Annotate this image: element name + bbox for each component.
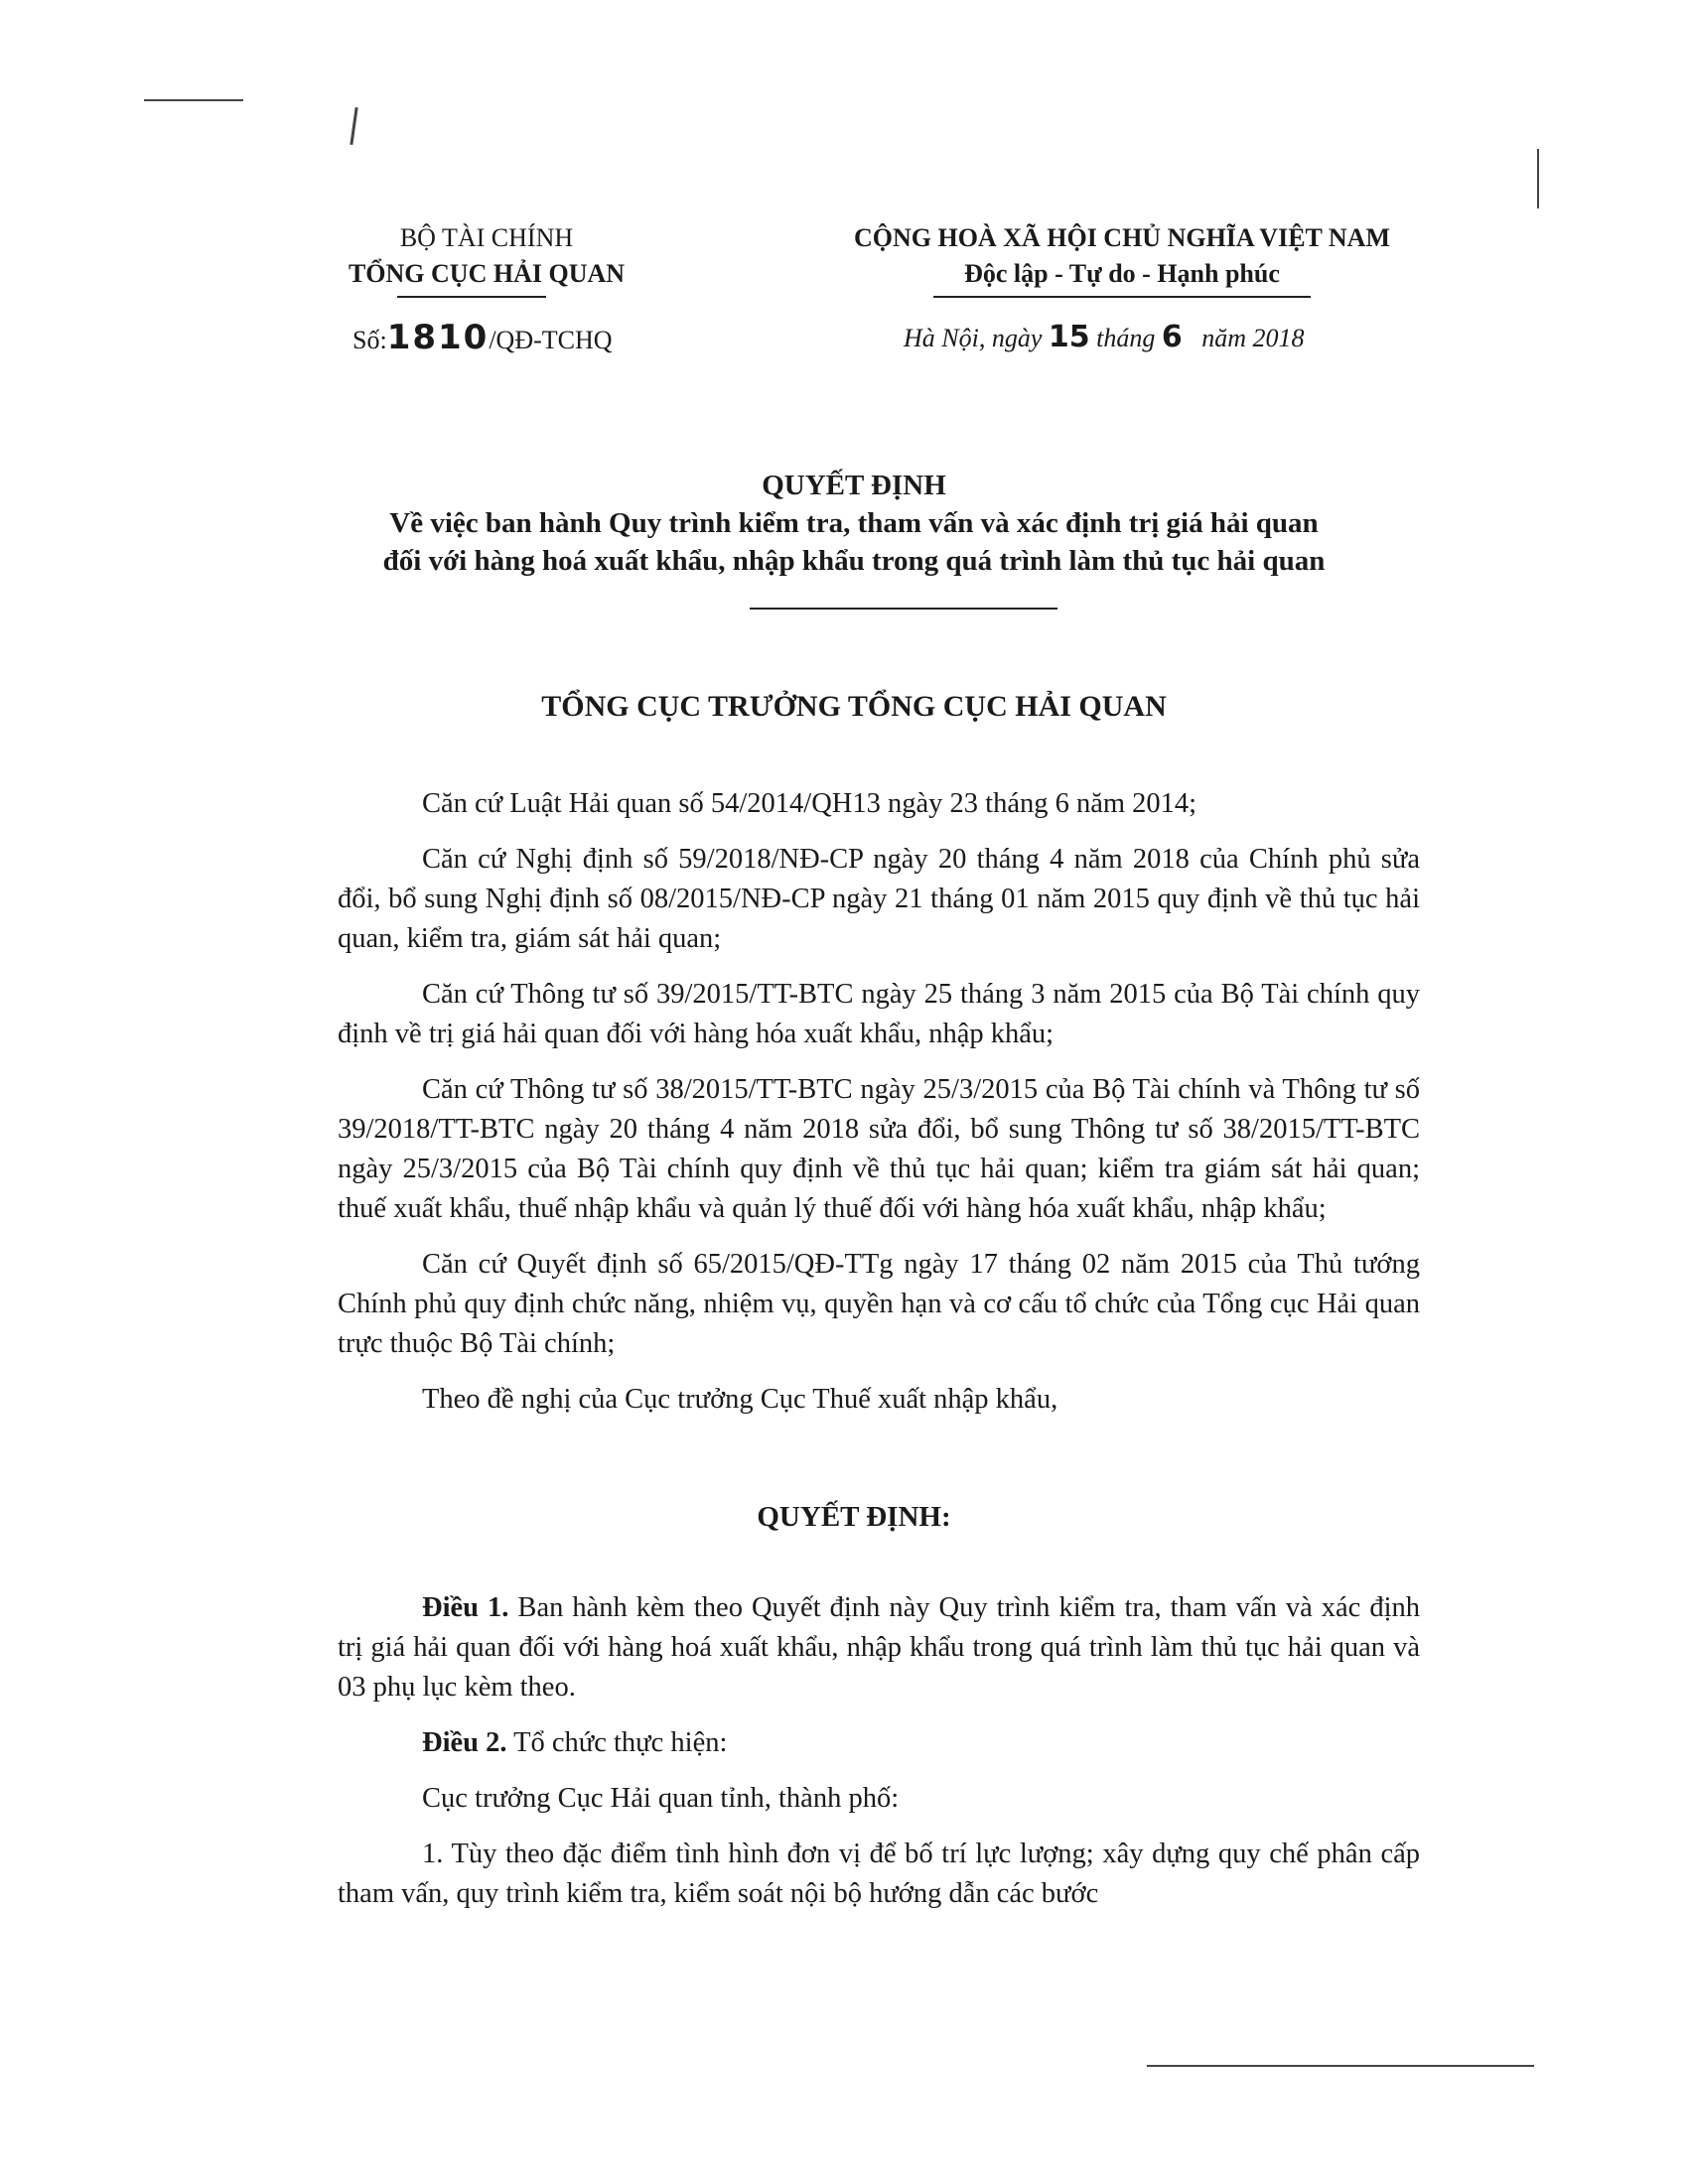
date-day: 15 <box>1048 320 1090 354</box>
title-subject-line2: đối với hàng hoá xuất khẩu, nhập khẩu trong quá trình làm thủ tục hải quan <box>382 545 1326 577</box>
article-2-label: Điều 2. <box>422 1727 507 1758</box>
authority-heading: TỔNG CỤC TRƯỞNG TỔNG CỤC HẢI QUAN <box>541 690 1167 723</box>
number-prefix: Số: <box>352 326 387 354</box>
article-1-text: Ban hành kèm theo Quyết định này Quy trình kiểm tra, tham vấn và xác định trị giá hải quan đối với hàng hoá xuất khẩu, nhập khẩu trong quá trình làm thủ tục hải quan và 03 phụ lục kèm theo. <box>338 1592 1421 1703</box>
preamble-item: Căn cứ Luật Hải quan số 54/2014/QH13 ngày 23 tháng 6 năm 2014; <box>422 788 1197 819</box>
number-suffix: /QĐ-TCHQ <box>489 326 613 354</box>
national-motto: Độc lập - Tự do - Hạnh phúc <box>964 259 1280 288</box>
issuing-authority <box>298 220 675 292</box>
date-month-label: tháng <box>1096 324 1156 352</box>
title-heading: QUYẾT ĐỊNH <box>762 470 946 501</box>
article-2 <box>338 1723 1420 1763</box>
article-2-text: Tổ chức thực hiện: <box>506 1727 728 1758</box>
preamble-item: Căn cứ Thông tư số 38/2015/TT-BTC ngày 25/3/2015 của Bộ Tài chính và Thông tư số 39/2018/TT-BTC ngày 20 tháng 4 năm 2018 sửa đổi, bổ sung Thông tư số 38/2015/TT-BTC ngày 25/3/2015 của Bộ Tài chính quy định về thủ tục hải quan; kiểm tra giám sát hải quan; thuế xuất khẩu, thuế nhập khẩu và quản lý thuế đối với hàng hóa xuất khẩu, nhập khẩu; <box>338 1074 1420 1224</box>
preamble <box>338 784 1420 1435</box>
motto-underline <box>933 296 1311 298</box>
scan-mark-bottom <box>1147 2065 1534 2067</box>
scan-mark-left-tick <box>350 107 357 145</box>
date-month: 6 <box>1161 320 1183 354</box>
scan-mark-right-edge <box>1537 149 1539 208</box>
preamble-item: Theo đề nghị của Cục trưởng Cục Thuế xuất nhập khẩu, <box>422 1384 1058 1415</box>
director-clause: Cục trưởng Cục Hải quan tỉnh, thành phố: <box>422 1783 900 1814</box>
article-1-label: Điều 1. <box>422 1592 509 1623</box>
preamble-item: Căn cứ Thông tư số 39/2015/TT-BTC ngày 25 tháng 3 năm 2015 của Bộ Tài chính quy định về trị giá hải quan đối với hàng hóa xuất khẩu, nhập khẩu; <box>338 979 1420 1049</box>
title-underline <box>750 608 1057 610</box>
department-underline <box>397 296 546 298</box>
document-title <box>298 467 1410 580</box>
document-number <box>352 318 613 357</box>
title-subject-line1: Về việc ban hành Quy trình kiểm tra, tham vấn và xác định trị giá hải quan <box>389 507 1319 539</box>
decision-heading: QUYẾT ĐỊNH: <box>757 1501 951 1533</box>
scan-mark-top-left <box>144 99 243 101</box>
ministry-name: BỘ TÀI CHÍNH <box>399 223 574 252</box>
date-year: năm 2018 <box>1201 324 1305 352</box>
clause-1: 1. Tùy theo đặc điểm tình hình đơn vị để bố trí lực lượng; xây dựng quy chế phân cấp tham vấn, quy trình kiểm tra, kiểm soát nội bộ hướng dẫn các bước <box>338 1839 1420 1909</box>
preamble-item: Căn cứ Nghị định số 59/2018/NĐ-CP ngày 20 tháng 4 năm 2018 của Chính phủ sửa đổi, bổ sung Nghị định số 08/2015/NĐ-CP ngày 21 tháng 01 năm 2015 quy định về thủ tục hải quan, kiểm tra, giám sát hải quan; <box>338 844 1420 954</box>
country-name: CỘNG HOÀ XÃ HỘI CHỦ NGHĨA VIỆT NAM <box>853 223 1391 252</box>
number-handwritten: 1810 <box>386 318 490 357</box>
department-name: TỔNG CỤC HẢI QUAN <box>348 259 626 288</box>
national-header <box>794 220 1450 292</box>
article-1 <box>338 1588 1420 1707</box>
preamble-item: Căn cứ Quyết định số 65/2015/QĐ-TTg ngày 17 tháng 02 năm 2015 của Thủ tướng Chính phủ quy định chức năng, nhiệm vụ, quyền hạn và cơ cấu tổ chức của Tổng cục Hải quan trực thuộc Bộ Tài chính; <box>338 1249 1420 1359</box>
date-place: Hà Nội, ngày <box>904 324 1043 352</box>
document-date <box>904 320 1305 354</box>
articles <box>338 1588 1420 1930</box>
